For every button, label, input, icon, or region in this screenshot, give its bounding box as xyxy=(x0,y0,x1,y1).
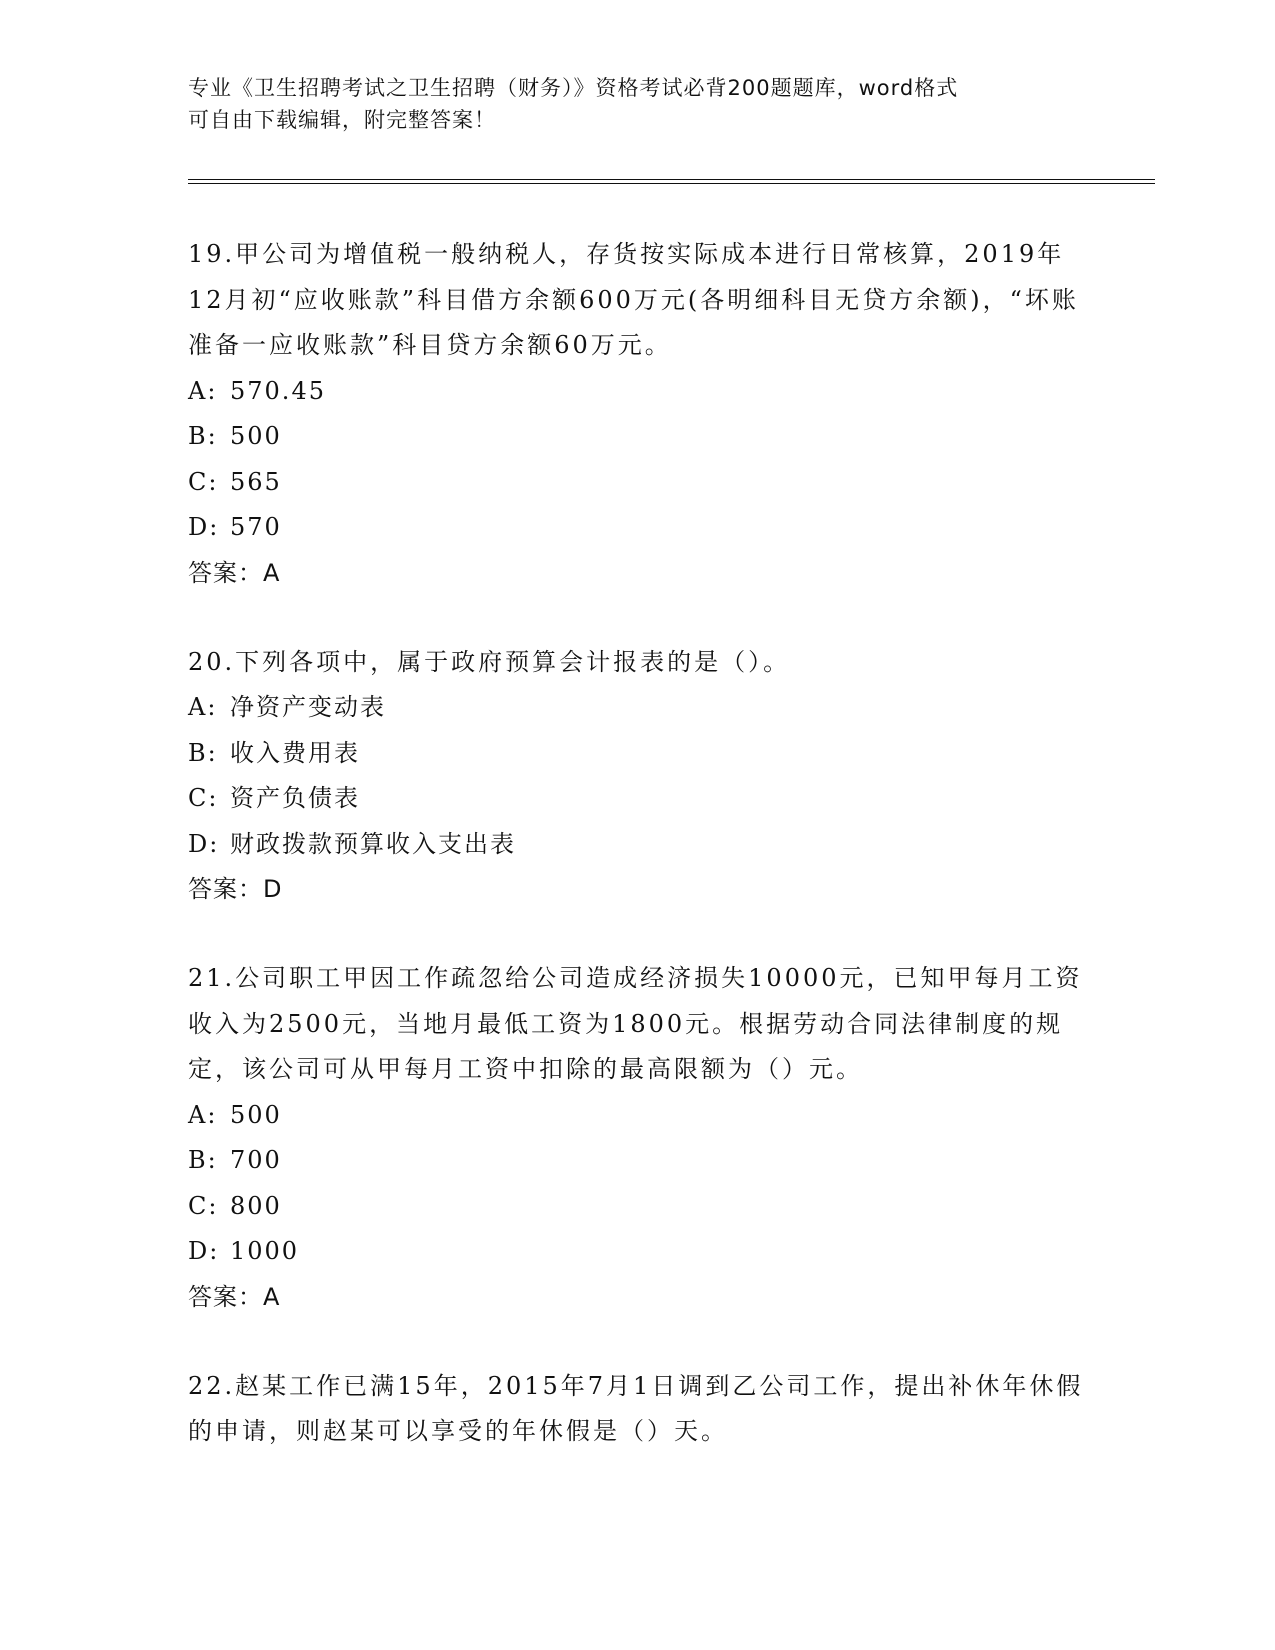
option-c xyxy=(188,1184,1088,1230)
header-divider xyxy=(188,179,1155,184)
question-stem: 20.下列各项中，属于政府预算会计报表的是（）。 xyxy=(188,647,791,676)
header-title-line1: 专业《卫生招聘考试之卫生招聘（财务）》资格考试必背200题题库，word格式 xyxy=(188,76,959,100)
option-text: 净资产变动表 xyxy=(230,693,386,721)
option-letter: B: xyxy=(188,1146,218,1174)
option-letter: D: xyxy=(188,829,220,858)
option-text: 财政拨款预算收入支出表 xyxy=(230,829,516,858)
option-letter: C: xyxy=(188,784,219,812)
question-22 xyxy=(188,1364,1088,1455)
document-header xyxy=(188,72,1088,136)
option-letter: A: xyxy=(188,376,218,405)
option-letter: B: xyxy=(188,422,218,450)
answer-line: 答案：A xyxy=(188,558,281,587)
option-text: 500 xyxy=(230,1100,282,1129)
option-d xyxy=(188,1229,1088,1275)
option-text: 570 xyxy=(230,513,282,541)
option-c xyxy=(188,776,1088,822)
option-a xyxy=(188,1093,1088,1139)
option-text: 收入费用表 xyxy=(230,738,360,767)
option-a xyxy=(188,369,1088,415)
option-letter: A: xyxy=(188,1100,218,1129)
option-text: 1000 xyxy=(230,1237,300,1265)
question-stem: 19.甲公司为增值税一般纳税人，存货按实际成本进行日常核算，2019年12月初“应收账款”科目借方余额600万元(各明细科目无贷方余额)，“坏账准备一应收账款”科目贷方余额60万元。 xyxy=(188,240,1079,359)
option-b xyxy=(188,1138,1088,1184)
option-text: 565 xyxy=(230,467,282,496)
option-text: 资产负债表 xyxy=(230,784,360,812)
option-b xyxy=(188,414,1088,460)
question-20 xyxy=(188,640,1088,913)
option-d xyxy=(188,505,1088,551)
question-21 xyxy=(188,956,1088,1320)
option-text: 500 xyxy=(230,422,282,450)
option-letter: B: xyxy=(188,738,218,767)
question-stem: 22.赵某工作已满15年，2015年7月1日调到乙公司工作，提出补休年休假的申请，则赵某可以享受的年休假是（）天。 xyxy=(188,1371,1084,1445)
option-letter: A: xyxy=(188,693,218,721)
option-text: 700 xyxy=(230,1146,282,1174)
option-a xyxy=(188,685,1088,731)
question-list xyxy=(188,232,1088,1499)
option-b xyxy=(188,731,1088,777)
option-letter: D: xyxy=(188,1237,220,1265)
option-letter: C: xyxy=(188,467,219,496)
question-19 xyxy=(188,232,1088,596)
option-letter: D: xyxy=(188,513,220,541)
header-title-line2: 可自由下载编辑，附完整答案！ xyxy=(188,108,496,132)
option-text: 800 xyxy=(230,1191,282,1220)
option-text: 570.45 xyxy=(230,376,326,405)
question-stem: 21.公司职工甲因工作疏忽给公司造成经济损失10000元，已知甲每月工资收入为2500元，当地月最低工资为1800元。根据劳动合同法律制度的规定，该公司可从甲每月工资中扣除的最高限额为（）元。 xyxy=(188,964,1083,1083)
answer-line: 答案：D xyxy=(188,875,283,903)
option-d xyxy=(188,822,1088,868)
answer-line: 答案：A xyxy=(188,1282,281,1311)
option-c xyxy=(188,460,1088,506)
option-letter: C: xyxy=(188,1191,219,1220)
